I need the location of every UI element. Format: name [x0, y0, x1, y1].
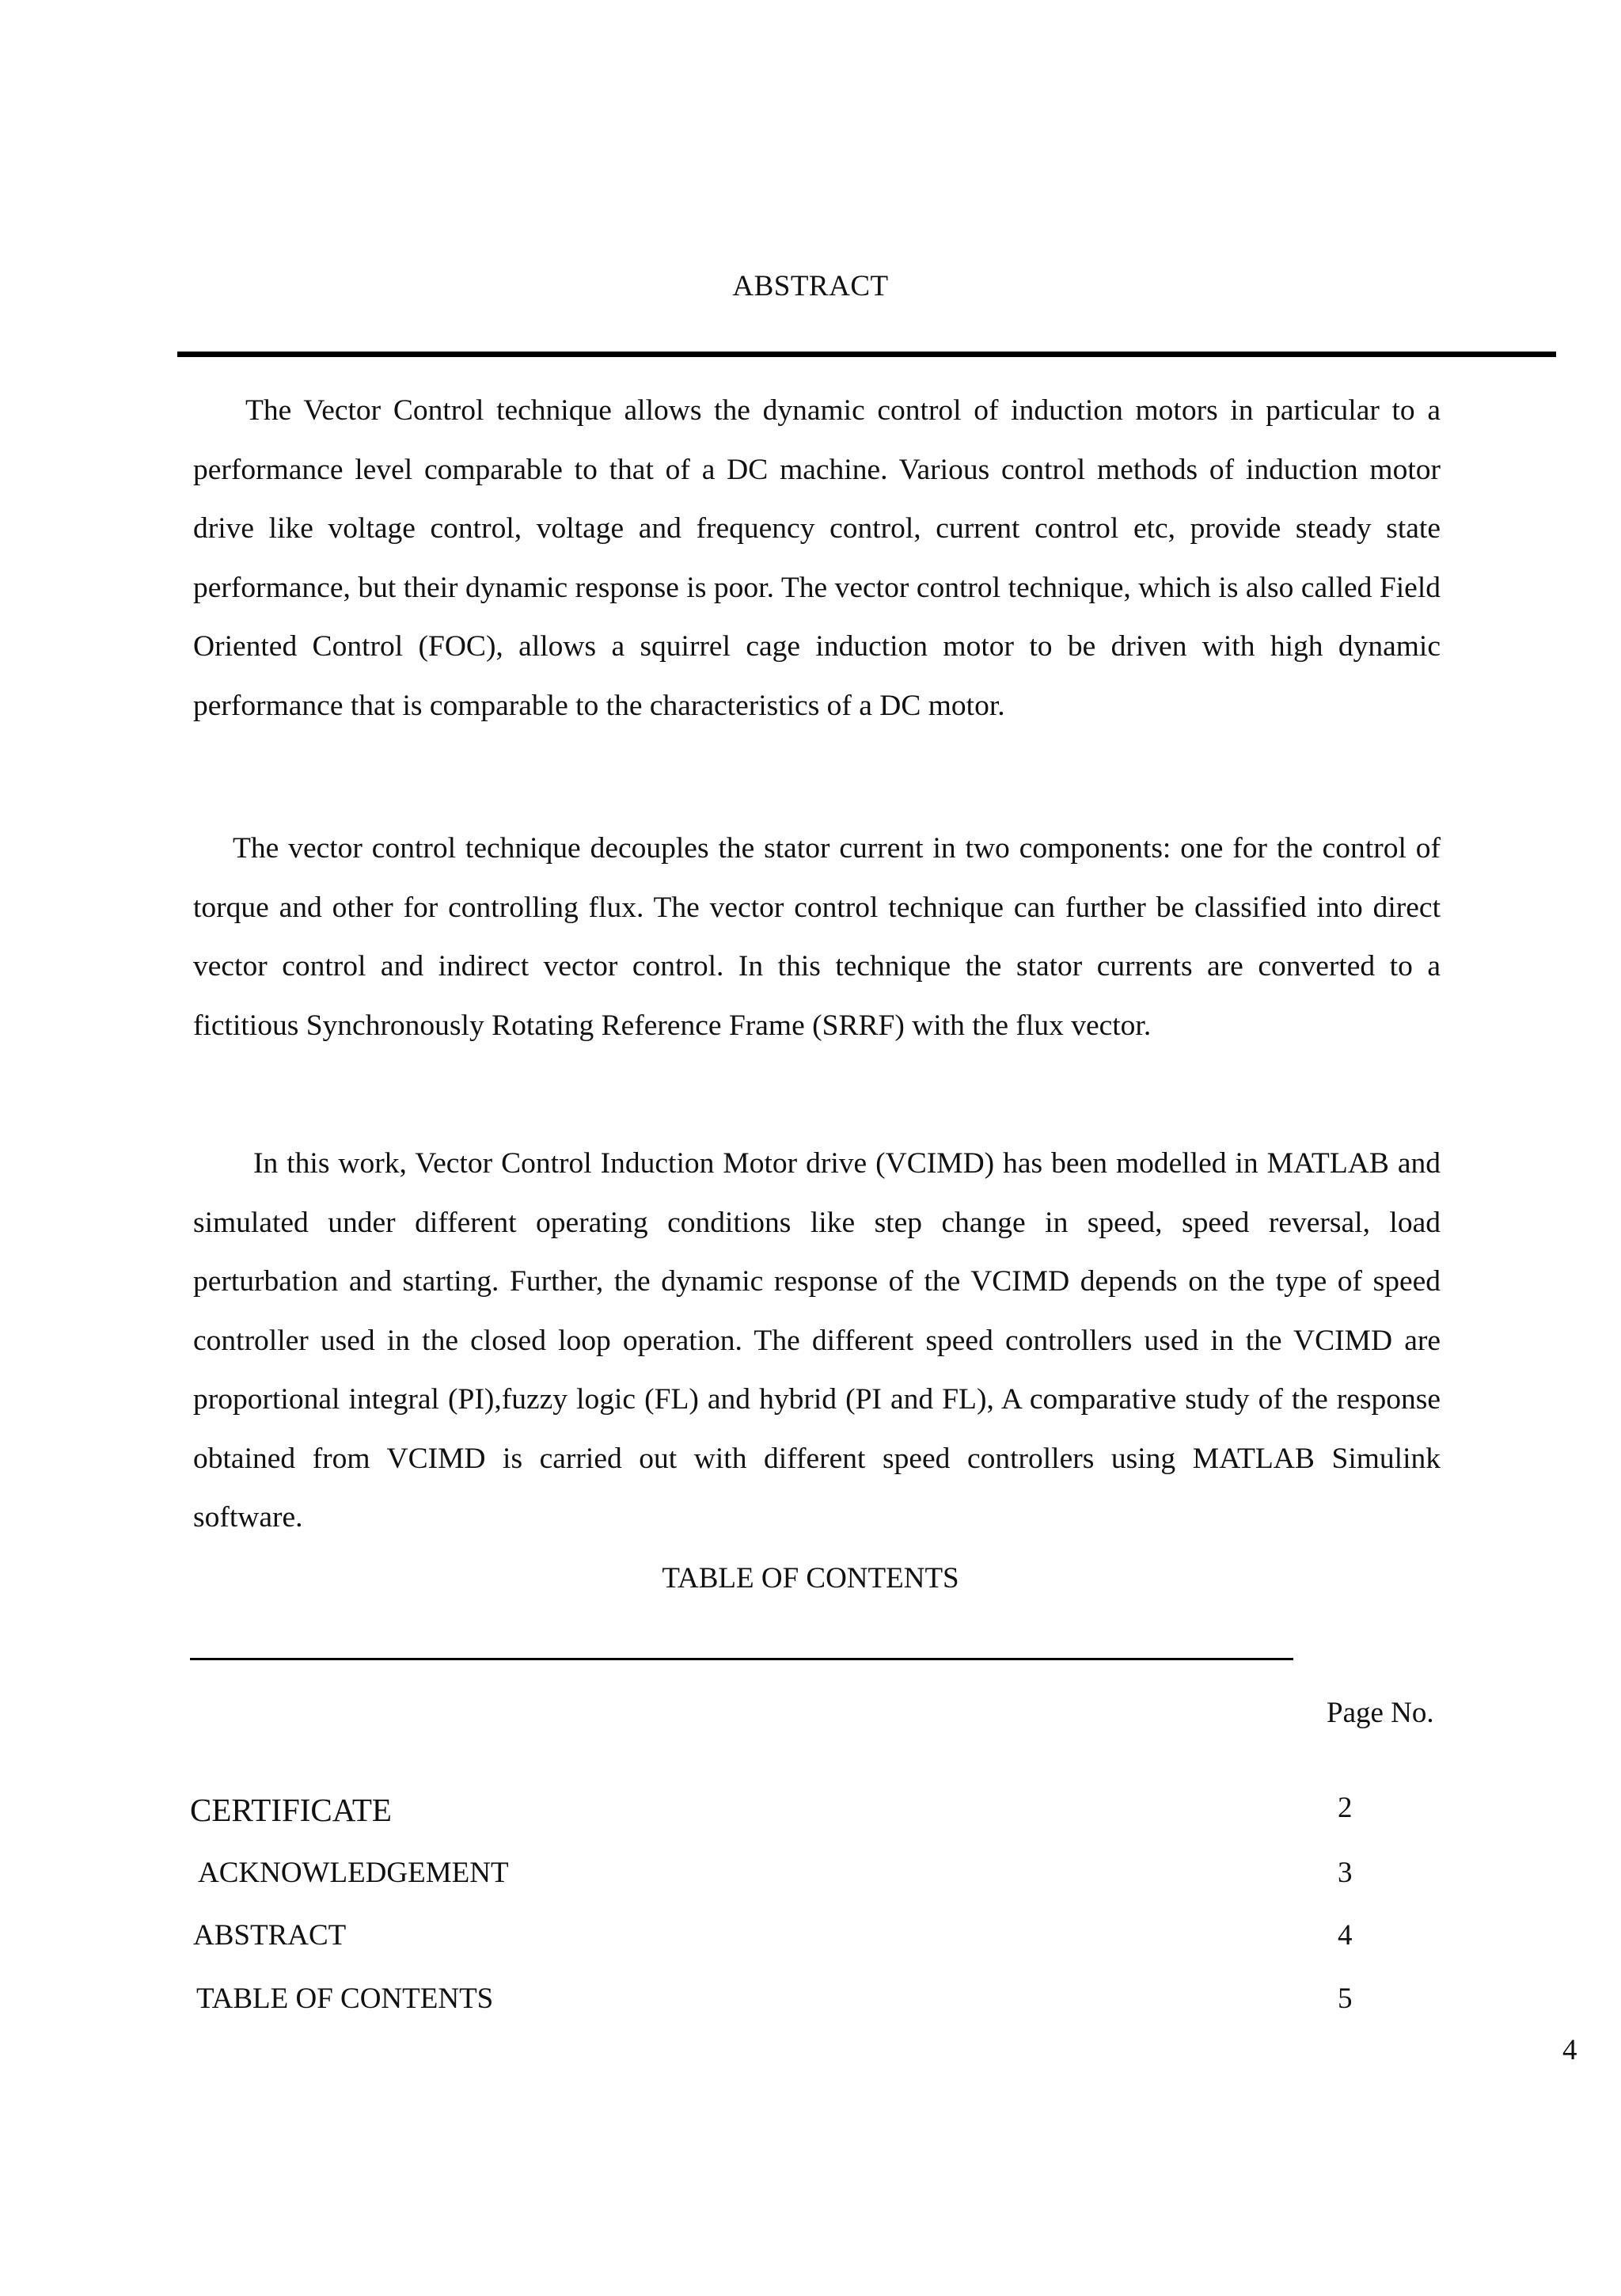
abstract-paragraph-1: The Vector Control technique allows the dynamic control of induction motors in particular to a performance level comparable to that of a DC machine. Various control methods of induction motor drive like voltage control, voltage and frequency control, current control etc, provide steady state performance, but their dynamic response is poor. The vector control technique, which is also called Field Oriented Control (FOC), allows a squirrel cage induction motor to be driven with high dynamic performance that is comparable to the characteristics of a DC motor. — [193, 394, 1441, 722]
page-number: 4 — [1562, 2034, 1577, 2066]
toc-entry-page: 5 — [1338, 1982, 1353, 2015]
toc-heading: TABLE OF CONTENTS — [662, 1562, 959, 1595]
toc-page-no-header: Page No. — [1327, 1697, 1434, 1729]
toc-entry — [0, 1918, 1621, 1966]
toc-entry-title: ACKNOWLEDGEMENT — [198, 1857, 509, 1889]
toc-entry-title: CERTIFICATE — [190, 1792, 392, 1828]
toc-entry — [0, 1982, 1621, 2029]
toc-entry — [0, 1856, 1621, 1903]
abstract-heading: ABSTRACT — [732, 270, 889, 302]
toc-entry-page: 3 — [1338, 1857, 1353, 1889]
toc-entry-page: 4 — [1338, 1919, 1353, 1952]
heading-divider — [177, 352, 1556, 357]
toc-entry — [0, 1791, 1621, 1838]
toc-entry-title: TABLE OF CONTENTS — [196, 1982, 494, 2015]
abstract-paragraph-2: The vector control technique decouples the stator current in two components: one for the control of torque and other for controlling flux. The vector control technique can further be classified into direct vector control and indirect vector control. In this technique the stator currents are converted to a fictitious Synchronously Rotating Reference Frame (SRRF) with the flux vector. — [193, 832, 1441, 1042]
toc-entry-page: 2 — [1338, 1792, 1353, 1824]
toc-divider — [190, 1658, 1293, 1660]
abstract-paragraph-3: In this work, Vector Control Induction Motor drive (VCIMD) has been modelled in MATLAB and simulated under different operating conditions like step change in speed, speed reversal, load perturbation and starting. Further, the dynamic response of the VCIMD depends on the type of speed controller used in the closed loop operation. The different speed controllers used in the VCIMD are proportional integral (PI),fuzzy logic (FL) and hybrid (PI and FL), A comparative study of the response obtained from VCIMD is carried out with different speed controllers using MATLAB Simulink software. — [193, 1147, 1441, 1534]
toc-entry-title: ABSTRACT — [193, 1919, 347, 1952]
